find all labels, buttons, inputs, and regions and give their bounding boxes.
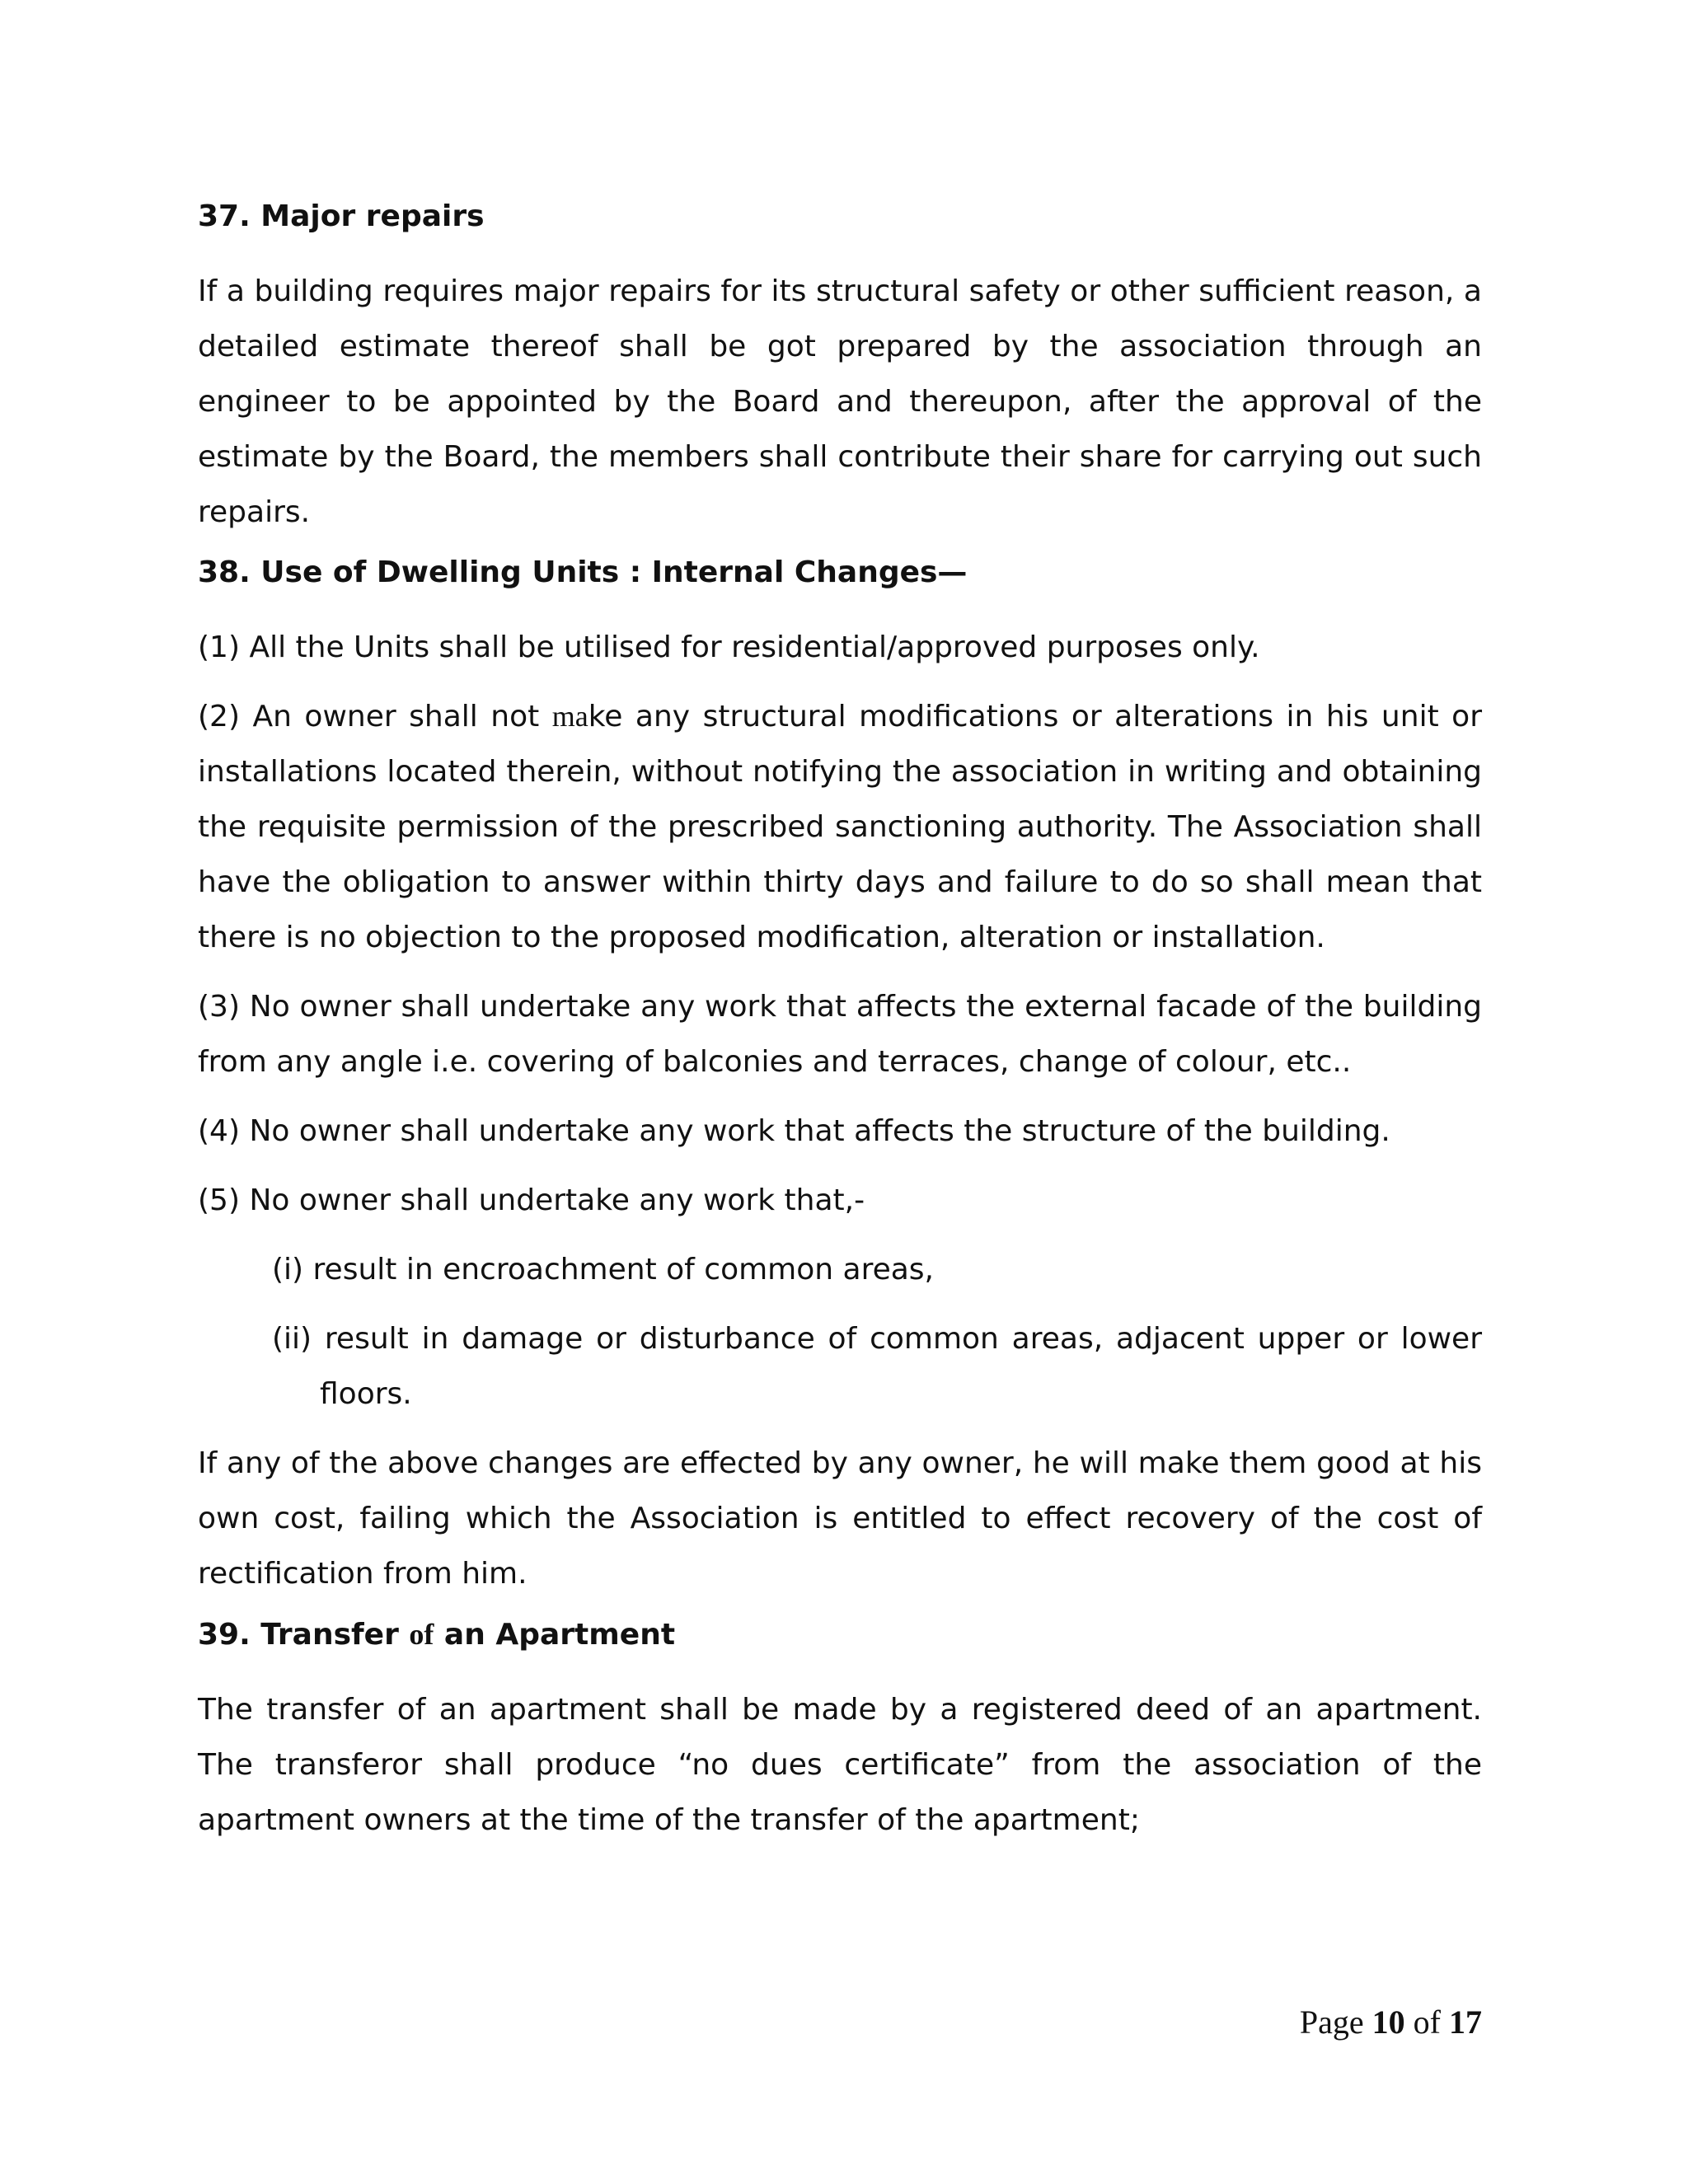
section-38-closing: If any of the above changes are effected by any owner, he will make them good at his own cost, failing which the Association is entitled to effect recovery of the cost of rectification from him. xyxy=(198,1446,1482,1591)
clause-2-text-c: ke any structural modifications or alterations in his unit or installations located therein, without notifying the association in writing and obtaining the requisite permission of the prescribed sanctioning authority. The Association shall have the obligation to answer within thirty days and failure to do so shall mean that there is no objection to the proposed modification, alteration or installation. xyxy=(198,700,1483,954)
section-39-heading-b: of xyxy=(409,1618,434,1651)
document-page xyxy=(198,196,1482,1862)
section-39-heading xyxy=(198,1614,1482,1656)
total-pages: 17 xyxy=(1449,2004,1482,2041)
page-label: Page xyxy=(1299,2004,1372,2041)
section-39-heading-a: 39. Transfer xyxy=(198,1618,410,1652)
page-number-footer xyxy=(1300,2003,1482,2041)
section-39-heading-c: an Apartment xyxy=(434,1618,676,1652)
clause-2-text-a: (2) An owner shall not xyxy=(198,700,552,733)
section-37-body: If a building requires major repairs for its structural safety or other sufficient reason, a detailed estimate thereof shall be got prepared by the association through an engineer to be appointed by the Board and thereupon, after the approval of the estimate by the Board, the members shall contribute their share for carrying out such repairs. xyxy=(198,274,1482,529)
section-38-clause-5: (5) No owner shall undertake any work that,- xyxy=(198,1183,865,1217)
section-37-heading: 37. Major repairs xyxy=(198,199,485,233)
current-page: 10 xyxy=(1372,2004,1405,2041)
section-38-clause-4: (4) No owner shall undertake any work that affects the structure of the building. xyxy=(198,1114,1390,1148)
section-39-body: The transfer of an apartment shall be made by a registered deed of an apartment. The transferor shall produce “no dues certificate” from the association of the apartment owners at the time of the transfer of the apartment; xyxy=(198,1693,1482,1837)
section-38-heading: 38. Use of Dwelling Units : Internal Changes— xyxy=(198,555,968,589)
clause-2-text-b: ma xyxy=(551,700,588,733)
page-of: of xyxy=(1404,2004,1449,2041)
section-38-clause-5-ii: (ii) result in damage or disturbance of common areas, adjacent upper or lower floors. xyxy=(272,1322,1482,1411)
section-38-clause-5-i: (i) result in encroachment of common areas, xyxy=(272,1253,935,1286)
section-38-clause-1: (1) All the Units shall be utilised for residential/approved purposes only. xyxy=(198,630,1260,664)
section-38-clause-3: (3) No owner shall undertake any work that affects the external facade of the building from any angle i.e. covering of balconies and terraces, change of colour, etc.. xyxy=(198,990,1482,1079)
section-38-clause-2 xyxy=(198,689,1482,965)
